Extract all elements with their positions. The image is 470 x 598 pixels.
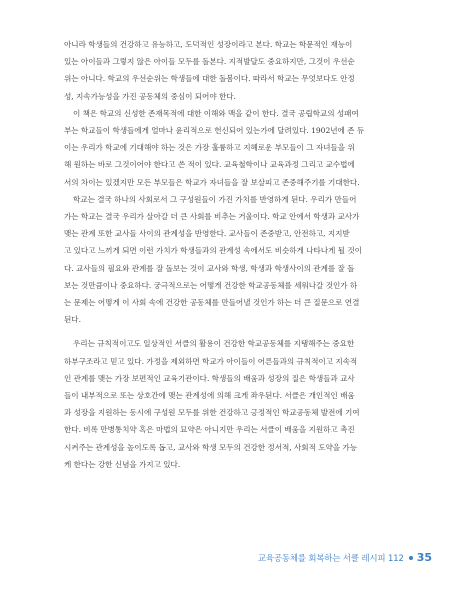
- body-text: [64, 36, 410, 473]
- text-line: 학교는 결국 하나의 사회로서 그 구성원들이 가진 가치를 반영하게 된다. 우리가 만들어: [73, 194, 357, 204]
- paragraph-3: [64, 191, 410, 329]
- paragraph-gap: [64, 328, 410, 335]
- page-number: 35: [416, 551, 432, 564]
- paragraph-1: [64, 36, 410, 105]
- paragraph-4: [64, 335, 410, 473]
- paragraph-2: [64, 105, 410, 191]
- text-line: 맺는 관계 또한 교사들 사이의 관계성을 반영한다. 교사들이 존중받고, 안전하고, 지지받: [64, 229, 350, 239]
- text-line: 고 있다고 느끼게 되면 이런 가치가 학생들과의 관계성 속에서도 비슷하게 나타나게 될 것이: [64, 246, 362, 256]
- text-line: 위는 아니다. 학교의 우선순위는 학생들에 대한 돌봄이다. 따라서 학교는 무엇보다도 안정: [64, 74, 355, 84]
- text-line: 있는 아이들과 그렇지 않은 아이들 모두를 돌본다. 지적발달도 중요하지만, 그것이 우선순: [64, 57, 355, 67]
- text-line: 이는 우리가 학교에 기대해야 하는 것은 가장 훌륭하고 지혜로운 부모들이 그 자녀들을 위: [64, 143, 355, 153]
- text-line: 아니라 학생들의 건강하고 유능하고, 도덕적인 성장이라고 본다. 학교는 학문적인 재능이: [64, 40, 353, 49]
- running-title: 교육공동체를 회복하는 서클 레시피 112: [257, 552, 404, 563]
- text-line: 시켜주는 관계성을 높이도록 돕고, 교사와 학생 모두의 건강한 정서적, 사회적 도약을 가능: [64, 442, 358, 452]
- text-line: 가는 학교는 결국 우리가 살아갈 더 큰 사회를 비추는 거울이다. 학교 안에서 학생과 교사가: [64, 212, 360, 222]
- text-line: 된다.: [64, 315, 81, 325]
- text-line: 케 한다는 강한 신념을 가지고 있다.: [64, 459, 181, 469]
- page-footer: [258, 551, 432, 564]
- text-line: 들이 내부적으로 또는 상호간에 맺는 관계성에 의해 크게 좌우된다. 서클은 개인적인 배움: [64, 391, 355, 401]
- text-line: 이 책은 학교의 신성한 존재목적에 대한 이해와 맥을 같이 한다. 결국 공립학교의 성패여: [73, 108, 359, 118]
- text-line: 인 관계를 맺는 가장 보편적인 교육기관이다. 학생들의 배움과 성장의 질은 학생들과 교사: [64, 373, 355, 383]
- text-line: 보는 것만큼이나 중요하다. 궁극적으로는 어떻게 건강한 학교공동체를 세워나갈 것인가 하: [64, 280, 358, 290]
- text-line: 서의 차이는 있겠지만 모든 부모들은 학교가 자녀들을 잘 보살피고 존중해주기를 기대한다.: [64, 177, 360, 187]
- text-line: 우리는 규칙적이고도 일상적인 서클의 활용이 건강한 학교공동체를 지탱해주는 중요한: [73, 339, 355, 349]
- text-line: 다. 교사들의 필요와 관계를 잘 돌보는 것이 교사와 학생, 학생과 학생사이의 관계를 잘 돌: [64, 263, 355, 273]
- text-line: 해 원하는 바로 그것이어야 한다고 쓴 적이 있다. 교육철학이나 교육과정 그리고 교수법에: [64, 160, 355, 170]
- text-line: 과 성장을 지원하는 동시에 구성원 모두를 위한 건강하고 긍정적인 학교공동체 발전에 기여: [64, 408, 360, 418]
- text-line: 부는 학교들이 학생들에게 얼마나 윤리적으로 헌신되어 있는가에 달려있다. 1902년에 존 듀: [64, 126, 365, 136]
- text-line: 하부구조라고 믿고 있다. 가정을 제외하면 학교가 아이들이 어른들과의 규칙적이고 지속적: [64, 356, 358, 366]
- bullet-dot-icon: [409, 556, 413, 560]
- text-line: 한다. 비록 만병통치약 혹은 마법의 묘약은 아니지만 우리는 서클이 배움을 지원하고 촉진: [64, 425, 355, 435]
- text-line: 성, 지속가능성을 가진 공동체의 중심이 되어야 한다.: [64, 91, 236, 101]
- text-line: 는 문제는 어떻게 이 사회 속에 건강한 공동체를 만들어낼 것인가 하는 더 큰 질문으로 연결: [64, 298, 360, 308]
